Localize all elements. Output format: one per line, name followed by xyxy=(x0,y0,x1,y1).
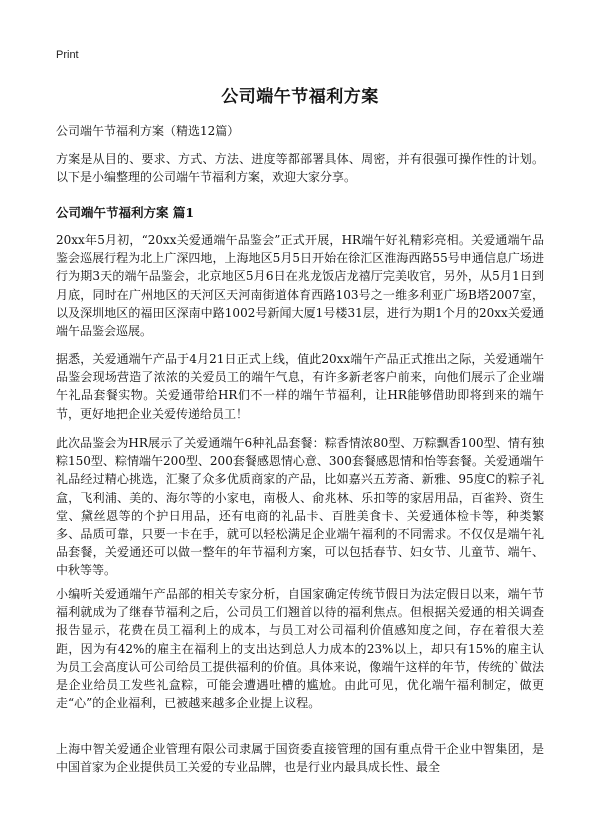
body-paragraph: 20xx年5月初，“20xx关爱通端午品鉴会”正式开展，HR端午好礼精彩亮相。关爱通端午品鉴会巡展行程为北上广深四地，上海地区5月5日开始在徐汇区淮海西路55号申通信息广场进行为期3天的端午品鉴会，北京地区5月6日在兆龙饭店龙禧厅完美收官，另外，从5月1日到月底，同时在广州地区的天河区天河南街道体育西路103号之一维多利亚广场B塔2007室，以及深圳地区的福田区深南中路1002号新闻大厦1号楼31层，进行为期1个月的20xx关爱通端午品鉴会巡展。 xyxy=(56,233,544,339)
print-link[interactable]: Print xyxy=(56,49,79,61)
body-paragraph: 此次品鉴会为HR展示了关爱通端午6种礼品套餐：粽香情浓80型、万粽飘香100型、情有独粽150型、粽情端午200型、200套餐感恩情心意、300套餐感恩情和怡等套餐。关爱通端午礼品经过精心挑选，汇聚了众多优质商家的产品，比如嘉兴五芳斋、新雅、95度C的粽子礼盒，飞利浦、美的、海尔等的小家电，南极人、俞兆林、乐扣等的家居用品，百雀羚、资生堂、黛丝恩等的个护日用品，还有电商的礼品卡、百胜美食卡、关爱通体检卡等，种类繁多、品质可靠，只要一卡在手，就可以轻松满足企业端午福利的不同需求。不仅仅是端午礼品套餐，关爱通还可以做一整年的年节福利方案，可以包括春节、妇女节、儿童节、端午、中秋等等。 xyxy=(56,436,544,578)
body-paragraph: 小编听关爱通端午产品部的相关专家分析，自国家确定传统节假日为法定假日以来，端午节福利就成为了继春节福利之后，公司员工们翘首以待的福利焦点。但根据关爱通的相关调查报告显示，花费在员工福利上的成本，与员工对公司福利价值感知度之间，存在着很大差距，因为有42%的雇主在福利上的支出达到总人力成本的23%以上，却只有15%的雇主认为员工会高度认可公司给员工提供福利的价值。具体来说，像端午这样的年节，传统的`做法是企业给员工发些礼盒粽，可能会遭遇吐槽的尴尬。由此可见，优化端午福利制定，做更走“心”的企业福利，已被越来越多企业提上议程。 xyxy=(56,587,544,711)
page-title: 公司端午节福利方案 xyxy=(221,87,379,107)
body-paragraph: 据悉，关爱通端午产品于4月21日正式上线，值此20xx端午产品正式推出之际，关爱通端午品鉴会现场营造了浓浓的关爱员工的端午气息，有许多新老客户前来，向他们展示了企业端午礼品套餐实物。关爱通带给HR们不一样的端午节福利，让HR能够借助即将到来的端午节，更好地把企业关爱传递给员工！ xyxy=(56,352,544,421)
document-subtitle: 公司端午节福利方案（精选12篇） xyxy=(56,124,240,138)
body-paragraph: 上海中智关爱通企业管理有限公司隶属于国资委直接管理的国有重点骨干企业中智集团，是中国首家为企业提供员工关爱的专业品牌，也是行业内最具成长性、最全 xyxy=(56,742,544,775)
section-heading: 公司端午节福利方案 篇1 xyxy=(56,205,195,220)
intro-paragraph: 方案是从目的、要求、方式、方法、进度等都部署具体、周密，并有很强可操作性的计划。以下是小编整理的公司端午节福利方案，欢迎大家分享。 xyxy=(56,152,544,185)
